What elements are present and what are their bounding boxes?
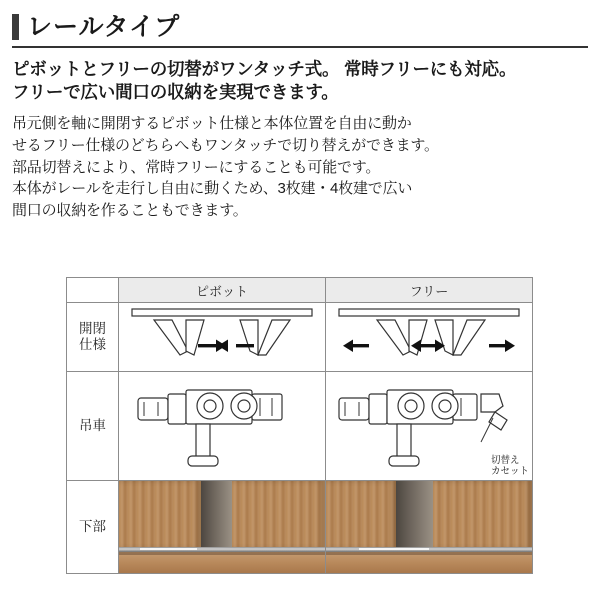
column-header-pivot: ピボット (119, 278, 326, 303)
body-copy (12, 113, 588, 222)
photo-door-gap (396, 481, 433, 549)
lead-line-2: フリーで広い間口の収納を実現できます。 (12, 82, 339, 103)
photo-door-left (326, 481, 397, 549)
photo-rail-shadow (326, 552, 532, 555)
cell-open-free (326, 303, 533, 372)
photo-rail-glint (359, 548, 429, 550)
cell-roller-pivot (119, 372, 326, 481)
bottom-rail-photo-free (326, 481, 532, 573)
pivot-open-diagram (124, 303, 320, 365)
row-label-line-1: 開閉 (79, 320, 106, 336)
title-text: レールタイプ (27, 12, 181, 41)
pivot-roller-diagram (124, 372, 320, 474)
photo-door-right (232, 481, 325, 549)
lead-copy (12, 58, 588, 104)
photo-rail-shadow (119, 552, 325, 555)
cell-bottom-free (326, 481, 533, 574)
table-row (67, 303, 533, 372)
row-label-line-1: 下部 (79, 518, 106, 534)
cassette-annotation-line-1: 切替え (490, 455, 520, 467)
row-label-roller (67, 372, 119, 481)
lead-line-1: ピボットとフリーの切替がワンタッチ式。 常時フリーにも対応。 (12, 59, 517, 79)
cell-open-pivot (119, 303, 326, 372)
column-header-free: フリー (326, 278, 533, 303)
page-title (12, 14, 588, 48)
body-line-3: 部品切替えにより、常時フリーにすることも可能です。 (12, 158, 381, 176)
title-accent-bar (12, 14, 19, 40)
table-corner-cell (67, 278, 119, 303)
cell-roller-free (326, 372, 533, 481)
body-line-4: 本体がレールを走行し自由に動くため、3枚建・4枚建で広い (12, 180, 413, 198)
cell-bottom-pivot (119, 481, 326, 574)
photo-door-right (433, 481, 532, 549)
table-header-row (67, 278, 533, 303)
body-line-5: 間口の収納を作ることもできます。 (12, 202, 248, 220)
body-line-2: せるフリー仕様のどちらへもワンタッチで切り替えができます。 (12, 136, 439, 154)
photo-door-left (119, 481, 202, 549)
row-label-open-spec (67, 303, 119, 372)
row-label-bottom (67, 481, 119, 574)
body-line-1: 吊元側を軸に開閉するピボット仕様と本体位置を自由に動か (12, 115, 412, 133)
row-label-line-1: 吊車 (79, 417, 106, 433)
bottom-rail-photo-pivot (119, 481, 325, 573)
photo-rail-glint (140, 548, 198, 550)
spec-table (66, 277, 533, 574)
photo-door-gap (201, 481, 232, 549)
table-row (67, 481, 533, 574)
cassette-annotation (491, 456, 529, 478)
free-open-diagram (331, 303, 527, 365)
cassette-annotation-line-2: カセット (490, 466, 529, 478)
row-label-line-2: 仕様 (79, 337, 106, 352)
table-row (67, 372, 533, 481)
